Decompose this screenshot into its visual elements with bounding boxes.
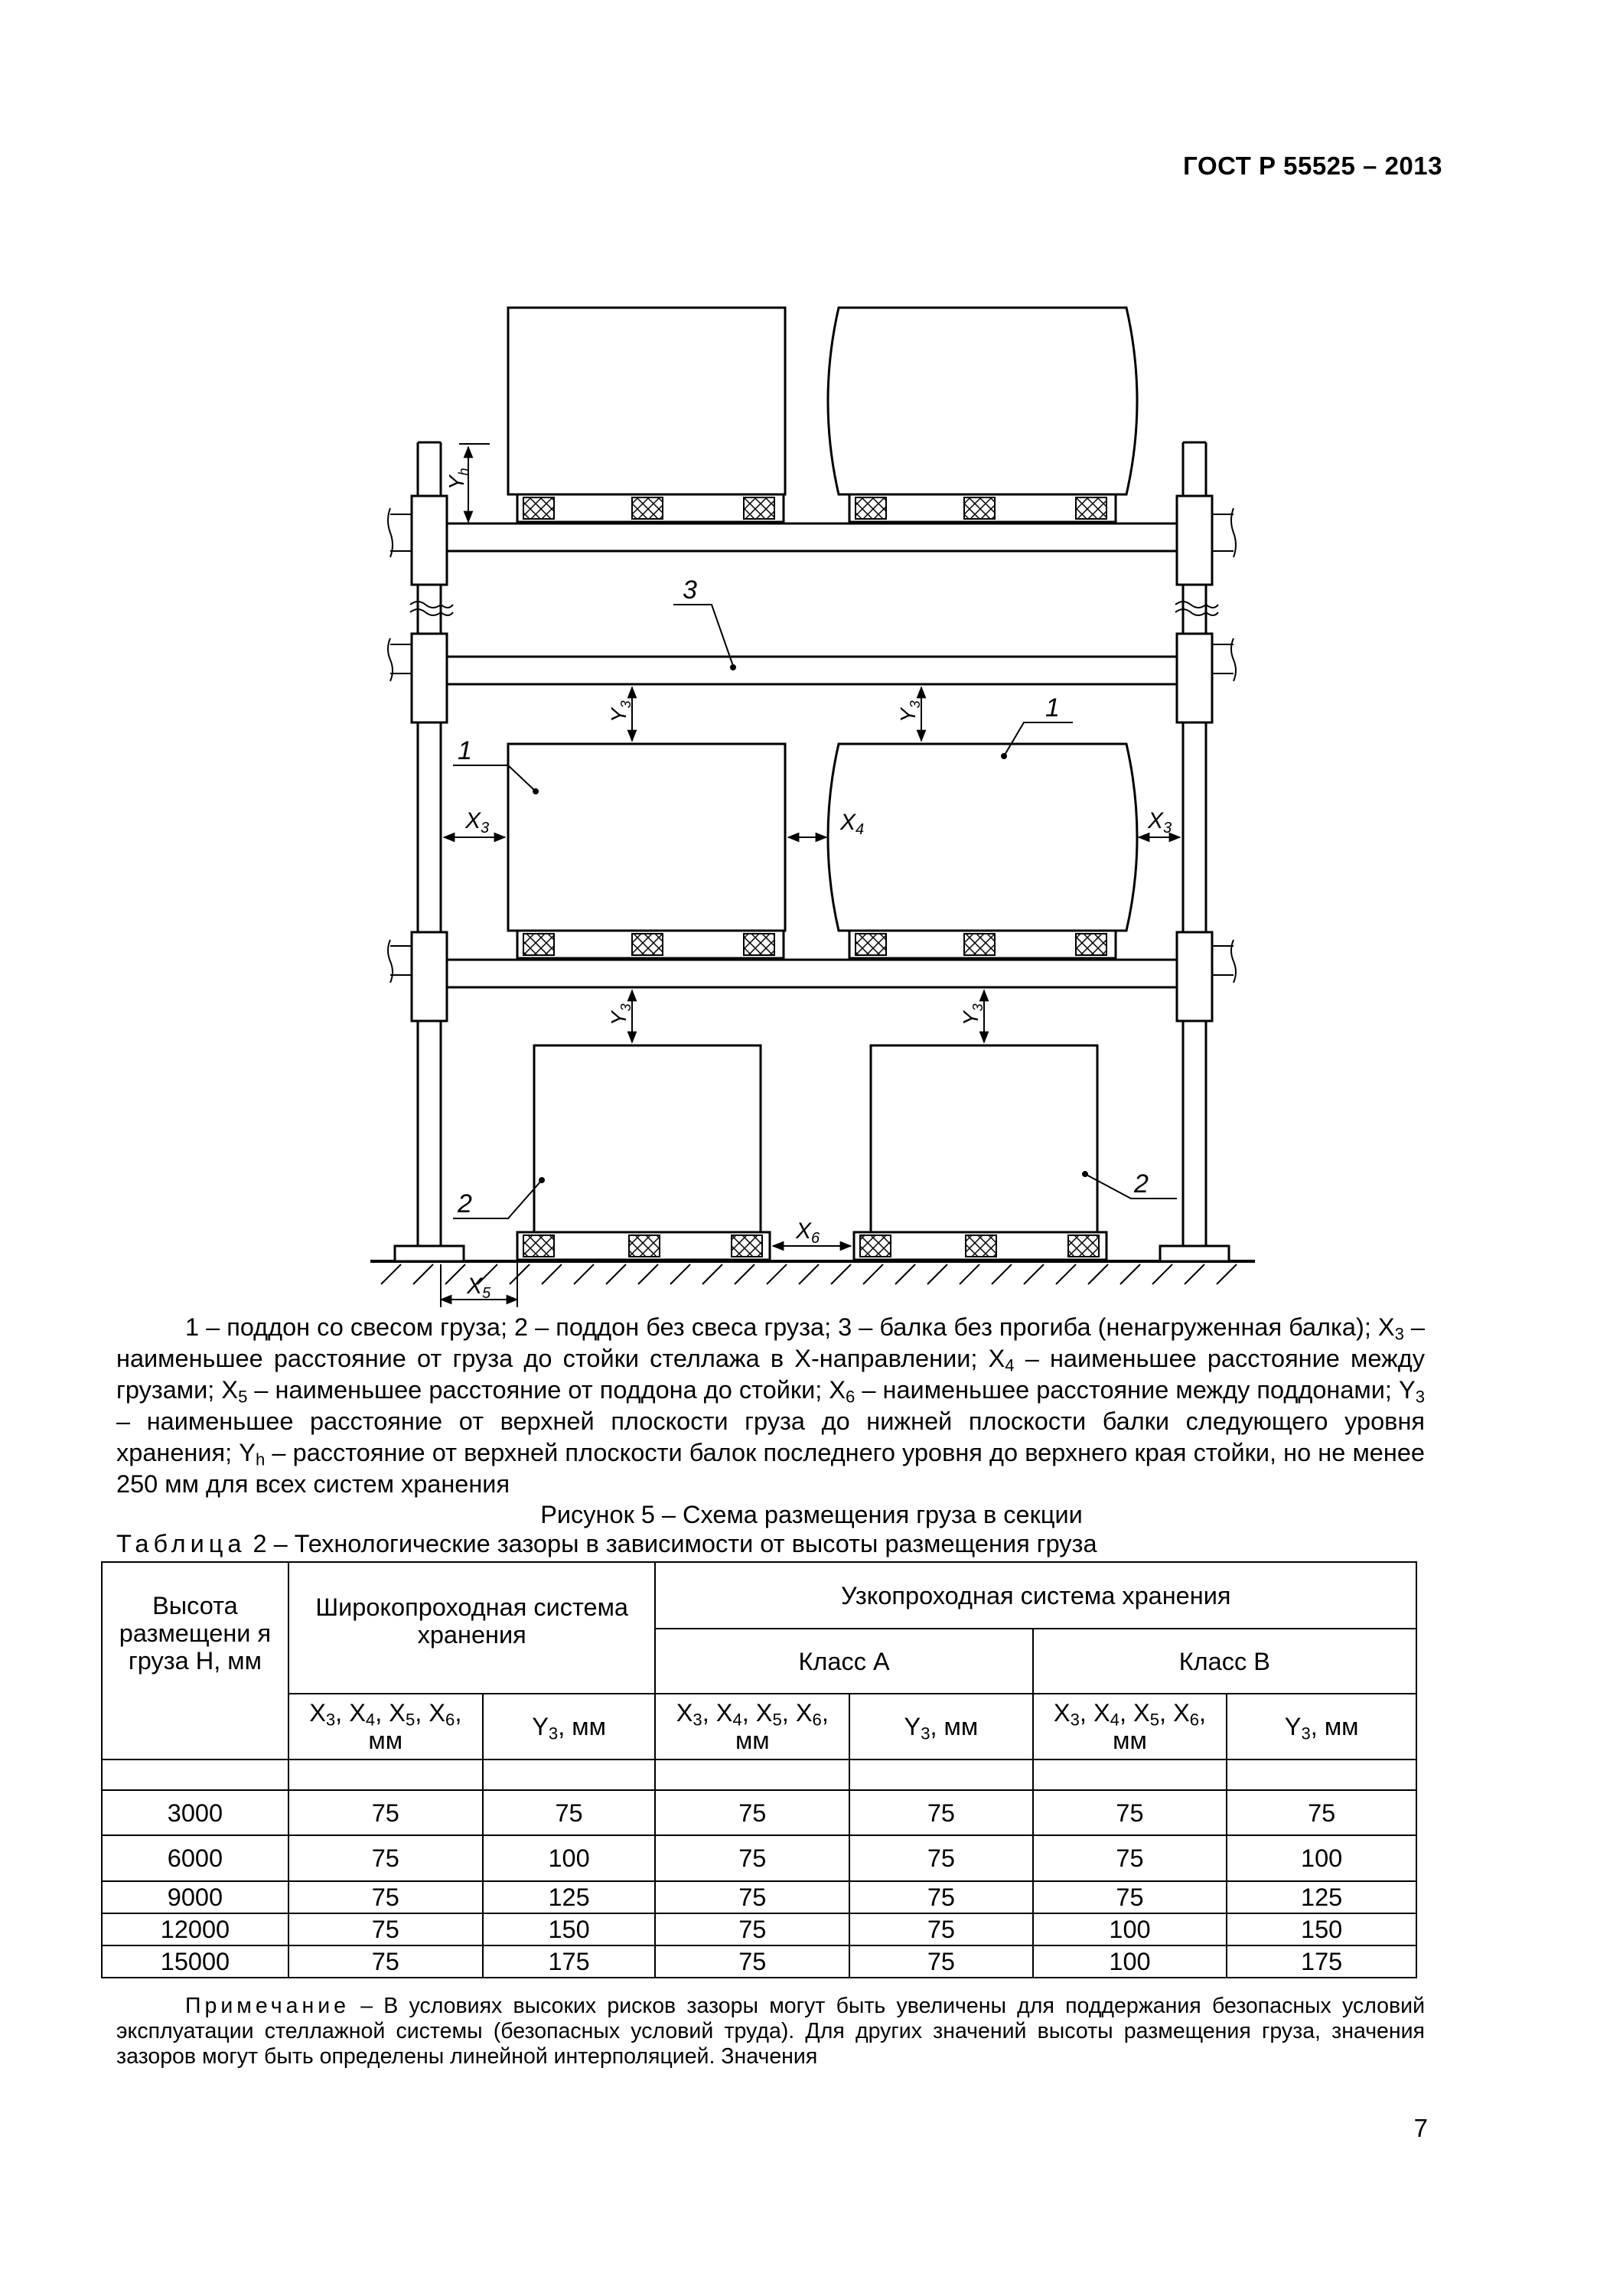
table-title: Таблица 2 – Технологические зазоры в зависимости от высоты размещения груза [116,1530,1097,1557]
header-class-a: Класс А [655,1629,1032,1694]
header-y-class-a: $Y_3$, мм [849,1694,1033,1760]
header-x-class-b: $X_3$, $X_4$, $X_5$, $X_6$, мм [1033,1694,1227,1760]
bottom-load-right [854,1045,1106,1260]
bottom-load-left [517,1045,770,1260]
left-upright [395,442,464,1261]
label-load-2-left: 2 [458,1189,472,1218]
mid-load-left [508,744,785,958]
gaps-table [101,1561,1417,1978]
page-number: 7 [1413,2114,1428,2142]
table-row: 12000 75 150 75 75 100 150 [102,1913,1416,1945]
label-y3-bottom-left: $Y_3$ [607,1003,634,1026]
header-y-class-b: $Y_3$, мм [1227,1694,1416,1760]
label-x6: $X_6$ [796,1218,820,1247]
header-wide-aisle: Широкопроходная система хранения [288,1562,656,1694]
floor [370,1261,1255,1284]
label-y3-mid-right: $Y_3$ [896,700,923,722]
header-x-wide: $X_3$, $X_4$, $X_5$, $X_6$, мм [288,1694,483,1760]
table-row: 9000 75 125 75 75 75 125 [102,1881,1416,1913]
document-header: ГОСТ Р 55525 – 2013 [1183,152,1442,180]
header-x-class-a: $X_3$, $X_4$, $X_5$, $X_6$, мм [655,1694,849,1760]
label-yh: $Y_h$ [445,468,471,490]
extension-lines [441,444,517,1307]
header-class-b: Класс В [1033,1629,1416,1694]
label-load-1-left: 1 [458,736,472,765]
table-row: 3000 75 75 75 75 75 75 [102,1790,1416,1835]
right-upright [1160,442,1229,1261]
beam-top [447,523,1177,551]
label-load-2-right: 2 [1134,1169,1149,1199]
table-row: 6000 75 100 75 75 75 100 [102,1835,1416,1881]
label-y3-mid-left: $Y_3$ [607,700,634,722]
table-row: 15000 75 175 75 75 100 175 [102,1945,1416,1978]
label-y3-bottom-right: $Y_3$ [959,1003,986,1026]
label-x5: $X_5$ [467,1274,491,1302]
beam-middle [447,960,1177,987]
top-load-left [508,308,785,522]
beam-unloaded [447,657,1177,684]
table-note: Примечание – В условиях высоких рисков зазоры могут быть увеличены для поддержания безопасных условий эксплуатации стеллажной системы (безопасных условий труда). Для других значений высоты размещения груза, значения зазоров могут быть определены линейной интерполяцией. Значения [116,1994,1425,2069]
mid-load-right [828,744,1137,958]
label-beam-3: 3 [683,576,697,605]
top-load-right [828,308,1137,522]
label-x3-left: $X_3$ [465,808,490,837]
figure-legend: 1 – поддон со свесом груза; 2 – поддон без свеса груза; 3 – балка без прогиба (ненагруженная балка); $X_3$ – наименьшее расстояние от груза до стойки стеллажа в X-направлении; $X_4$ – наименьшее расстояние между грузами; $X_5$ – наименьшее расстояние от поддона до стойки; $X_6$ – наименьшее расстояние между поддонами; $Y_3$ – наименьшее расстояние от верхней плоскости груза до нижней плоскости балки следующего уровня хранения; $Y_h$ – расстояние от верхней плоскости балок последнего уровня до верхнего края стойки, но не менее 250 мм для всех систем хранения [116,1313,1426,1498]
figure-title: Рисунок 5 – Схема размещения груза в секции [540,1501,1083,1528]
header-y-wide: $Y_3$, мм [483,1694,656,1760]
header-narrow-aisle: Узкопроходная система хранения [655,1562,1416,1629]
label-load-1-right: 1 [1045,693,1060,722]
label-x4: $X_4$ [840,810,865,838]
header-height: Высота размещени я груза H, мм [102,1562,288,1760]
label-x3-right: $X_3$ [1148,808,1172,837]
